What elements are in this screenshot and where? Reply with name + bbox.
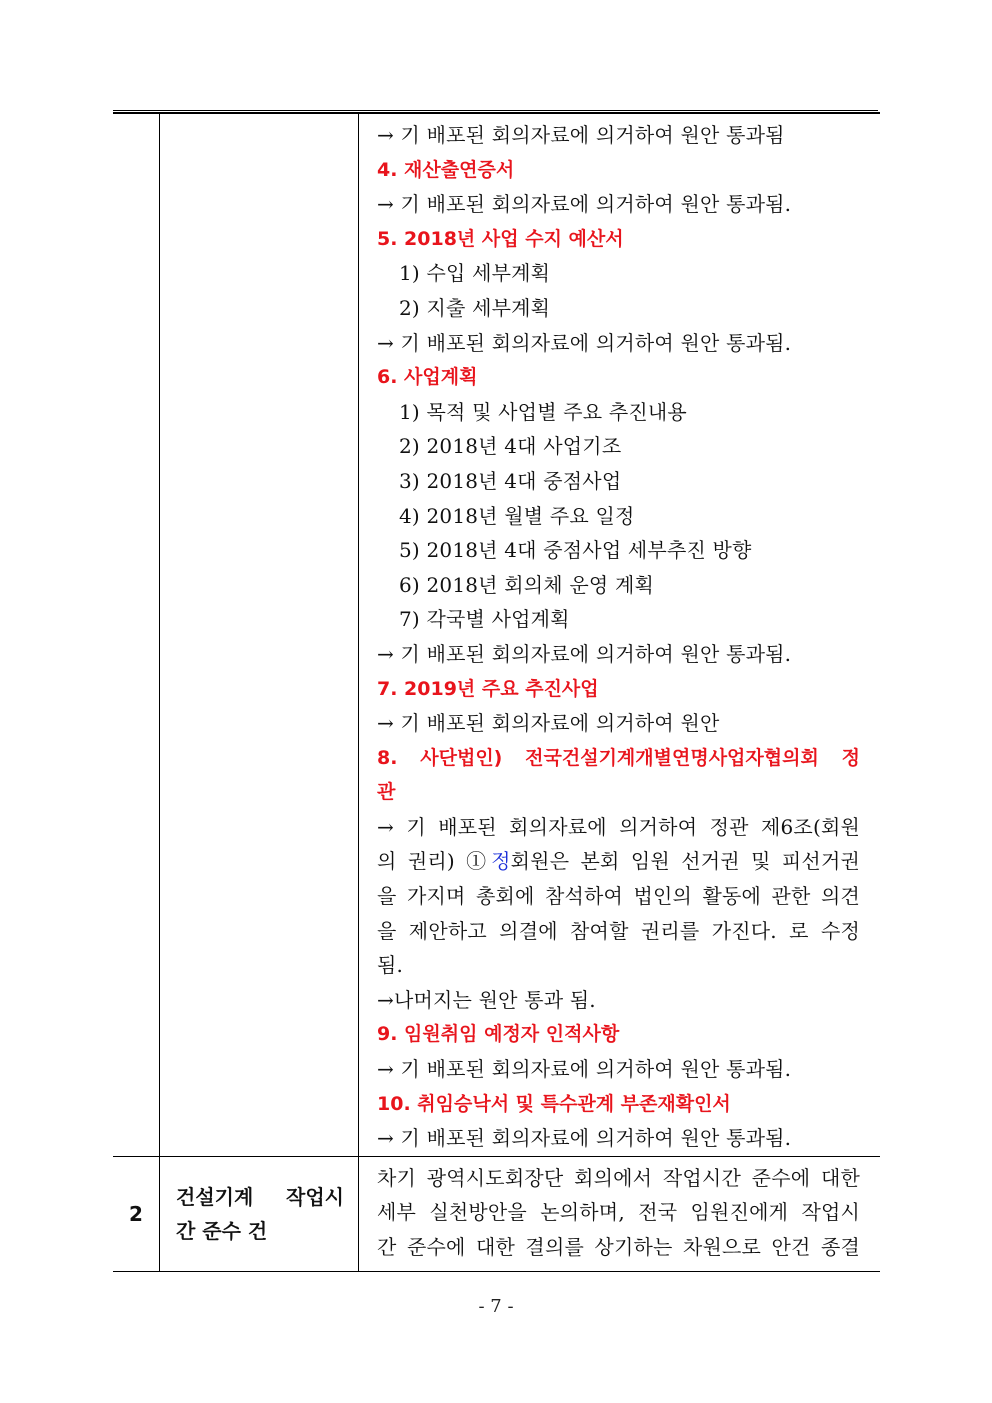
- agenda-subitem: 3) 2018년 4대 중점사업: [399, 468, 622, 493]
- item8-para-line: 됨.: [377, 953, 404, 978]
- agenda-subitem: 6) 2018년 회의체 운영 계획: [399, 572, 655, 597]
- content-line: 세부 실천방안을 논의하며, 전국 임원진에게 작업시: [377, 1200, 860, 1225]
- agenda-result: → 기 배포된 회의자료에 의거하여 원안 통과됨: [377, 123, 785, 147]
- agenda-heading: 9. 임원취임 예정자 인적사항: [377, 1023, 620, 1046]
- table-row: [113, 113, 880, 1156]
- agenda-content: [359, 1156, 881, 1271]
- item8-para-line: → 기 배포된 회의자료에 의거하여 정관 제6조(회원: [377, 814, 860, 839]
- agenda-subitem: 5) 2018년 4대 중점사업 세부추진 방향: [399, 538, 752, 563]
- agenda-result: → 기 배포된 회의자료에 의거하여 원안 통과됨.: [377, 641, 792, 666]
- item8-para-line: 의 권리) ①정회원은 본회 임원 선거권 및 피선거권: [377, 849, 860, 874]
- agenda-title: [160, 1156, 359, 1271]
- agenda-subitem: 1) 수입 세부계획: [399, 261, 551, 286]
- agenda-heading: 10. 취임승낙서 및 특수관계 부존재확인서: [377, 1092, 731, 1115]
- agenda-subitem: 2) 지출 세부계획: [399, 295, 551, 320]
- content-line: 차기 광역시도회장단 회의에서 작업시간 준수에 대한: [377, 1165, 860, 1190]
- page-number: - 7 -: [478, 1296, 514, 1317]
- item8-para-line: 을 제안하고 의결에 참여할 권리를 가진다. 로 수정: [377, 918, 860, 943]
- top-rule: [113, 110, 878, 111]
- agenda-subitem: 7) 각국별 사업계획: [399, 607, 570, 632]
- content-cell: [359, 113, 881, 1156]
- agenda-number: 2: [113, 1156, 160, 1271]
- agenda-heading: 5. 2018년 사업 수지 예산서: [377, 227, 624, 250]
- agenda-result: → 기 배포된 회의자료에 의거하여 원안 통과됨.: [377, 1126, 792, 1151]
- agenda-subitem: 2) 2018년 4대 사업기조: [399, 434, 622, 459]
- agenda-heading: 6. 사업계획: [377, 366, 478, 389]
- agenda-result: → 기 배포된 회의자료에 의거하여 원안 통과됨.: [377, 192, 792, 217]
- agenda-heading: 4. 재산출연증서: [377, 158, 515, 181]
- minutes-table: [113, 112, 880, 1272]
- table-row: [113, 1156, 880, 1271]
- item8-rest-result: →나머지는 원안 통과 됨.: [377, 987, 596, 1012]
- agenda-lines: [377, 118, 860, 741]
- content-line: 간 준수에 대한 결의를 상기하는 차원으로 안건 종결: [377, 1235, 860, 1259]
- agenda-title-line: 건설기계 작업시: [176, 1184, 344, 1209]
- agenda-tail-lines: [377, 1017, 860, 1155]
- agenda-result: → 기 배포된 회의자료에 의거하여 원안 통과됨.: [377, 1057, 792, 1082]
- title-cell: [160, 113, 359, 1156]
- highlighted-char: 정: [491, 849, 511, 874]
- agenda-title-line: 간 준수 건: [176, 1218, 268, 1243]
- agenda-subitem: 1) 목적 및 사업별 주요 추진내용: [399, 399, 687, 424]
- number-cell: [113, 113, 160, 1156]
- item8-heading: 8. 사단법인) 전국건설기계개별연명사업자협의회 정: [377, 746, 860, 769]
- agenda-result: → 기 배포된 회의자료에 의거하여 원안 통과됨.: [377, 330, 792, 355]
- agenda-subitem: 4) 2018년 월별 주요 일정: [399, 503, 635, 528]
- item8-heading-cont: 관: [377, 781, 396, 804]
- item8-para-line: 을 가지며 총회에 참석하여 법인의 활동에 관한 의견: [377, 884, 860, 909]
- agenda-result: → 기 배포된 회의자료에 의거하여 원안: [377, 711, 720, 736]
- agenda-heading: 7. 2019년 주요 추진사업: [377, 677, 599, 700]
